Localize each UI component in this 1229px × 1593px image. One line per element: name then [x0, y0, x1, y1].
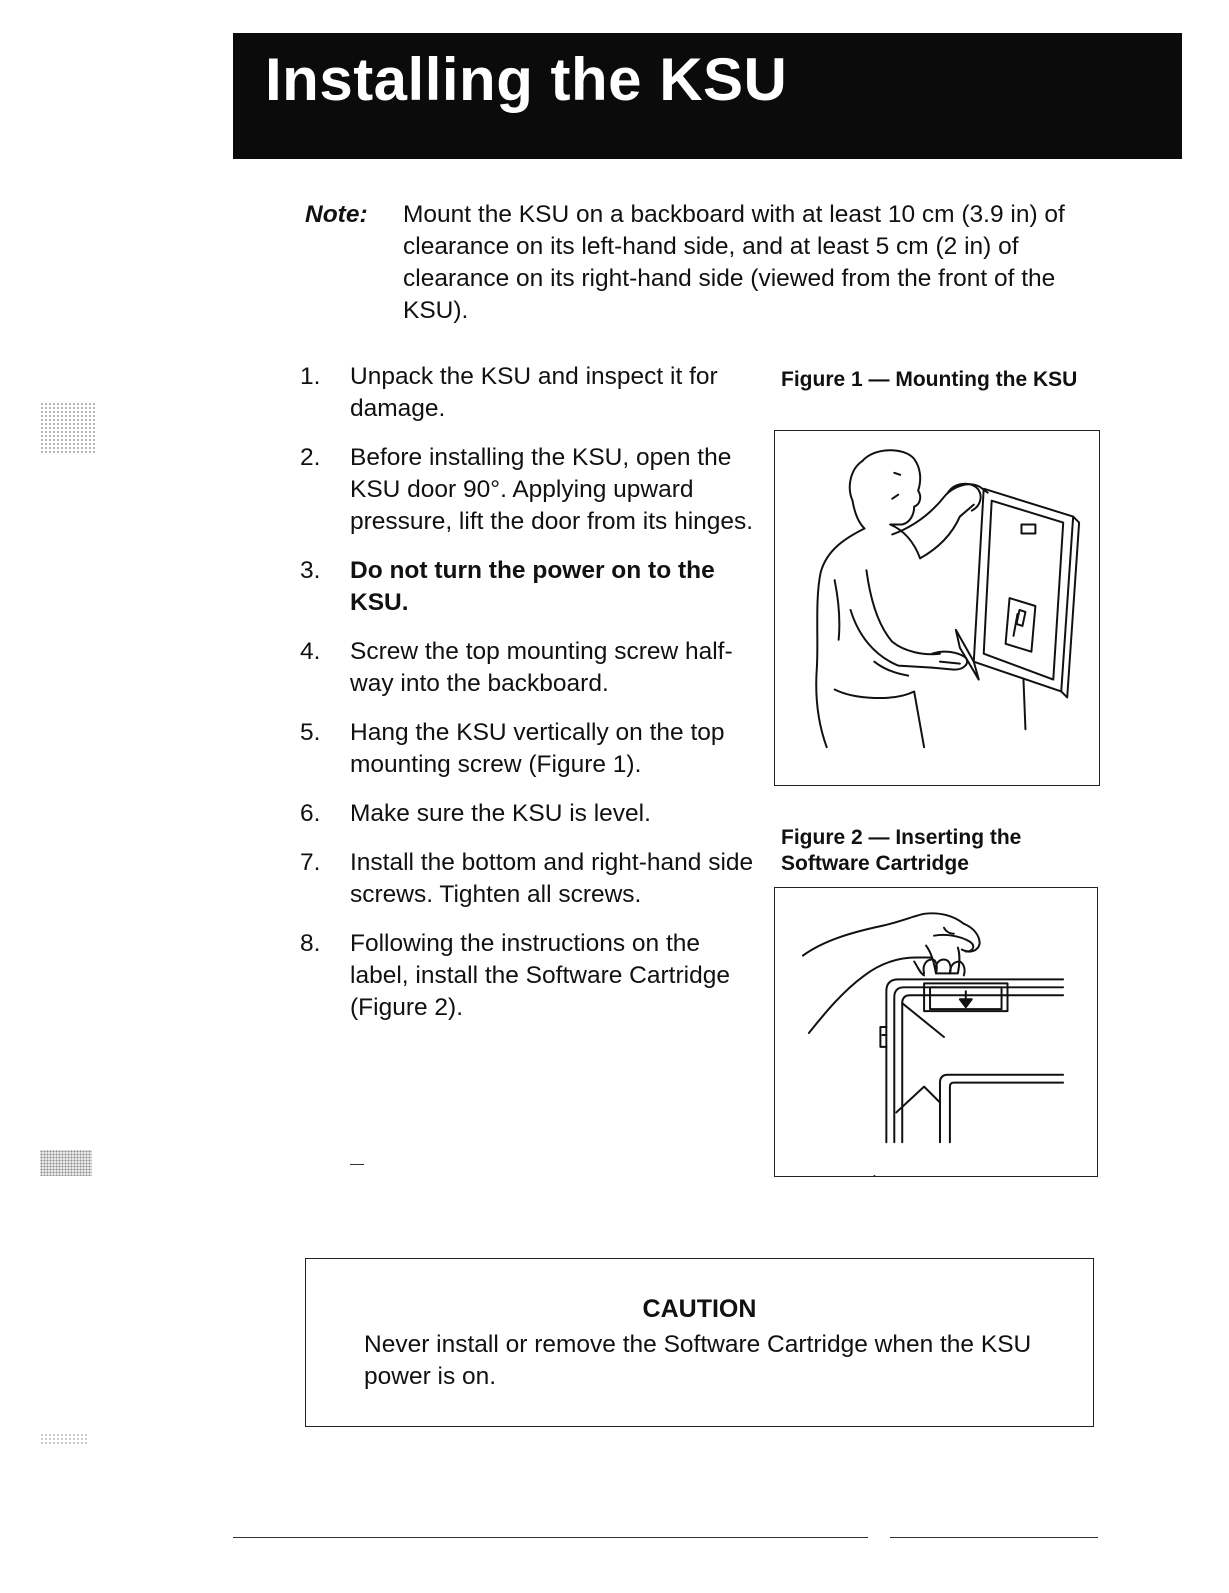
step-number: 4.	[300, 638, 321, 665]
step-text: Install the bottom and right-hand side screws. Tighten all screws.	[350, 849, 754, 908]
step-8	[300, 928, 755, 1024]
step-1	[300, 361, 755, 425]
step-number: 6.	[300, 800, 321, 827]
caution-title: CAUTION	[642, 1295, 757, 1323]
figure-2-caption: Figure 2 — Inserting the Software Cartridge	[781, 826, 1022, 875]
step-text: Before installing the KSU, open the KSU door 90°. Applying upward pressure, lift the door from its hinges.	[350, 444, 754, 535]
step-4	[300, 636, 755, 700]
figure-2-illustration	[774, 887, 1098, 1177]
scan-speckle	[40, 1150, 92, 1176]
scan-speckle	[40, 402, 96, 454]
step-6	[300, 798, 755, 830]
step-number: 8.	[300, 930, 321, 957]
figure-1-caption: Figure 1 — Mounting the KSU	[781, 368, 1078, 391]
note-text: Mount the KSU on a backboard with at least 10 cm (3.9 in) of clearance on its left-hand side, and at least 5 cm (2 in) of clearance on its right-hand side (viewed from the front of the KSU).	[403, 201, 1065, 324]
figure-1-illustration	[774, 430, 1100, 786]
page-title: Installing the KSU	[265, 46, 788, 113]
step-text-warning: Do not turn the power on to the KSU.	[350, 557, 715, 616]
installation-steps	[300, 361, 755, 1041]
footer-rule-left	[233, 1537, 868, 1538]
step-number: 7.	[300, 849, 321, 876]
caution-box	[305, 1258, 1094, 1427]
person-mounting-ksu-icon	[775, 431, 1099, 785]
step-text: Hang the KSU vertically on the top mounting screw (Figure 1).	[350, 719, 725, 778]
hand-inserting-cartridge-icon	[775, 888, 1097, 1176]
step-number: 5.	[300, 719, 321, 746]
step-5	[300, 717, 755, 781]
step-text: Screw the top mounting screw half-way into the backboard.	[350, 638, 733, 697]
step-number: 3.	[300, 557, 321, 584]
title-bar	[233, 33, 1182, 159]
step-text: Unpack the KSU and inspect it for damage.	[350, 363, 718, 422]
step-7	[300, 847, 755, 911]
step-number: 2.	[300, 444, 321, 471]
note-label: Note:	[305, 201, 368, 228]
step-number: 1.	[300, 363, 321, 390]
step-3	[300, 555, 755, 619]
caution-text: Never install or remove the Software Cartridge when the KSU power is on.	[364, 1331, 1032, 1390]
scan-speckle	[40, 1433, 88, 1445]
scan-dash	[350, 1164, 364, 1165]
footer-rule-right	[890, 1537, 1098, 1538]
step-2	[300, 442, 755, 538]
step-text: Following the instructions on the label, install the Software Cartridge (Figure 2).	[350, 930, 730, 1021]
step-text: Make sure the KSU is level.	[350, 800, 651, 827]
